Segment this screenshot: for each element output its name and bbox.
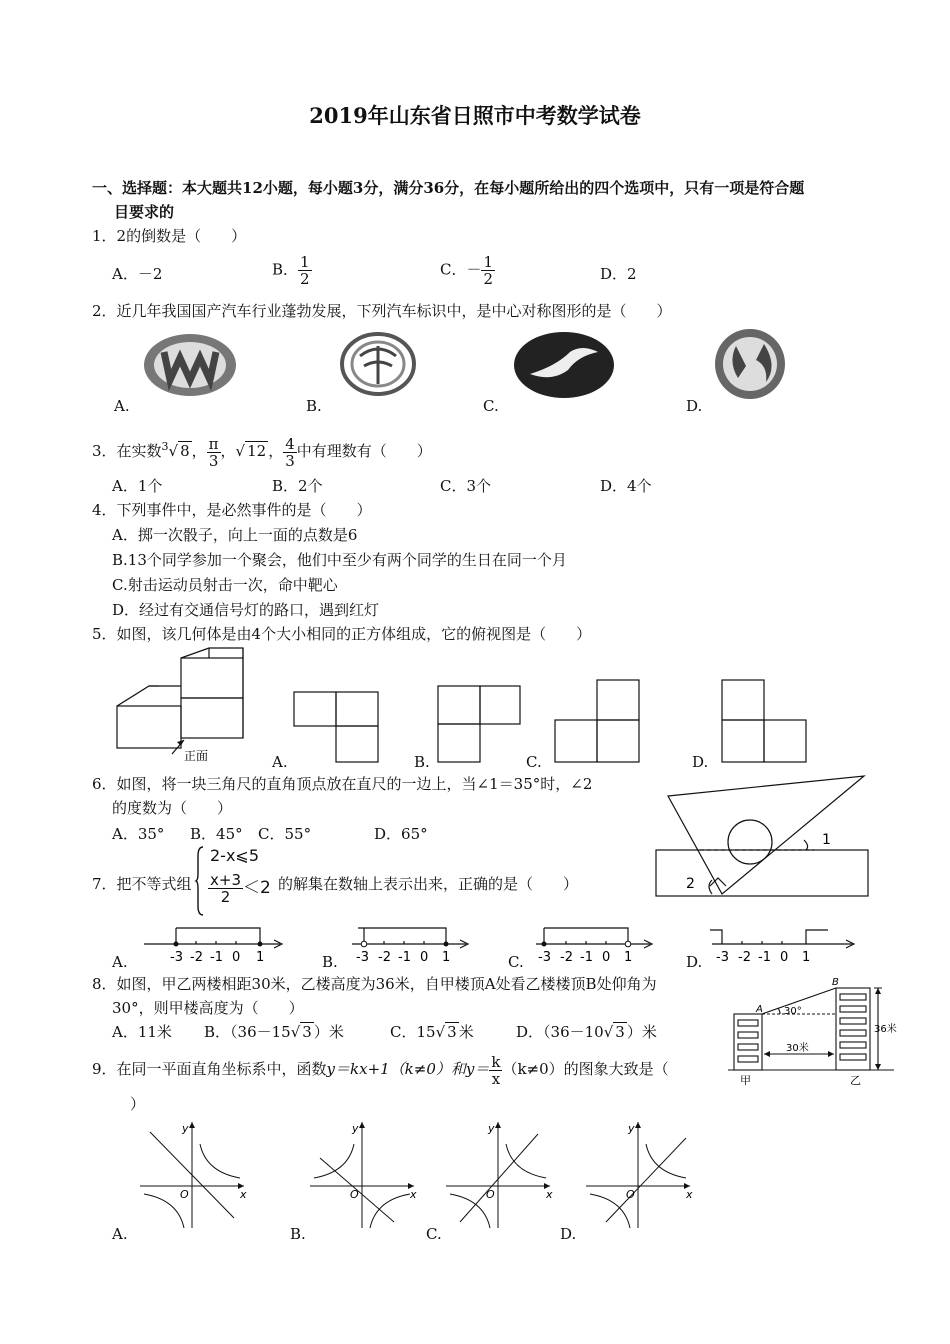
svg-text:O: O	[180, 1188, 189, 1201]
section-heading-line2: 目要求的	[114, 203, 175, 221]
q9-option-a: A.	[112, 1225, 128, 1243]
q6-option-c: C．55°	[258, 825, 312, 843]
svg-text:-3: -3	[716, 950, 729, 965]
svg-text:x: x	[686, 1188, 693, 1201]
svg-text:-1: -1	[398, 950, 411, 965]
svg-text:A: A	[756, 1004, 763, 1015]
q6-stem-line1: 6．如图，将一块三角尺的直角顶点放在直尺的一边上，当∠1＝35°时，∠2	[92, 775, 593, 793]
svg-text:-3: -3	[170, 950, 183, 965]
svg-text:O: O	[486, 1188, 495, 1201]
svg-text:-1: -1	[580, 950, 593, 965]
q1-option-b: B． $\frac{1}{2}$	[272, 253, 310, 288]
svg-text:0: 0	[780, 950, 789, 965]
q8-buildings-figure	[726, 974, 910, 1092]
q6-ruler-triangle-figure	[654, 766, 870, 898]
svg-text:B: B	[832, 977, 839, 988]
q1-stem: 1．2的倒数是（ ）	[92, 227, 247, 245]
q7-option-b: B.	[322, 953, 338, 971]
q9-option-b-graph	[310, 1118, 422, 1230]
page-title: 2019年山东省日照市中考数学试卷	[309, 103, 641, 128]
svg-text:-2: -2	[560, 950, 573, 965]
q9-option-b: B.	[290, 1225, 306, 1243]
q5-option-b: B.	[414, 753, 430, 771]
q2-stem: 2．近几年我国国产汽车行业蓬勃发展，下列汽车标识中，是中心对称图形的是（ ）	[92, 302, 672, 320]
q4-option-a: A．掷一次骰子，向上一面的点数是6	[112, 526, 358, 544]
q5-option-d-figure	[720, 678, 810, 766]
svg-text:-2: -2	[190, 950, 203, 965]
svg-text:y: y	[628, 1122, 635, 1135]
logo-d-icon	[712, 326, 788, 402]
q9-option-a-graph	[140, 1118, 252, 1230]
q7-option-b-numberline	[350, 924, 474, 964]
q4-option-d: D．经过有交通信号灯的路口，遇到红灯	[112, 601, 380, 619]
svg-text:乙: 乙	[850, 1074, 861, 1087]
q2-option-c: C.	[483, 397, 499, 415]
q8-option-a: A．11米	[112, 1023, 172, 1041]
q3-option-b: B．2个	[272, 477, 323, 495]
svg-text:0: 0	[602, 950, 611, 965]
q5-stem: 5．如图，该几何体是由4个大小相同的正方体组成，它的俯视图是（ ）	[92, 625, 592, 643]
q7-brace	[196, 846, 204, 916]
q4-stem: 4．下列事件中，是必然事件的是（ ）	[92, 501, 372, 519]
q5-option-c: C.	[526, 753, 542, 771]
svg-text:x: x	[410, 1188, 417, 1201]
svg-text:0: 0	[420, 950, 429, 965]
q2-option-b: B.	[306, 397, 322, 415]
svg-text:x: x	[546, 1188, 553, 1201]
q7-option-c: C.	[508, 953, 524, 971]
svg-text:O: O	[350, 1188, 359, 1201]
q1-option-d: D．2	[600, 265, 637, 283]
q3-option-d: D．4个	[600, 477, 652, 495]
q7-inequality-1: 2-x⩽5	[210, 846, 260, 865]
q9-option-c: C.	[426, 1225, 442, 1243]
q1-option-c: C．－ $\frac{1}{2}$	[440, 253, 494, 288]
q5-option-d: D.	[692, 753, 709, 771]
q8-option-d: D．（36－10√ 3 ）米	[516, 1023, 657, 1041]
q3-option-a: A．1个	[112, 477, 163, 495]
q4-option-c: C.射击运动员射击一次，命中靶心	[112, 576, 338, 594]
svg-text:x: x	[240, 1188, 247, 1201]
svg-text:30米: 30米	[786, 1043, 809, 1054]
q9-stem: 9．在同一平面直角坐标系中，函数y＝kx+1（k≠0）和y＝ $\frac{k}{x}$ （k≠0）的图象大致是（	[92, 1052, 669, 1088]
logo-a-icon	[140, 330, 240, 400]
svg-text:36米: 36米	[874, 1024, 897, 1035]
q8-option-c: C．15√ 3 米	[390, 1023, 474, 1041]
q7-option-c-numberline	[534, 924, 658, 964]
q5-option-b-figure	[436, 684, 526, 764]
svg-text:-1: -1	[758, 950, 771, 965]
svg-text:1: 1	[822, 832, 831, 848]
q1-option-a: A．－2	[112, 265, 163, 283]
svg-text:0: 0	[232, 950, 241, 965]
svg-text:y: y	[182, 1122, 189, 1135]
q9-option-c-graph	[446, 1118, 558, 1230]
q5-solid-figure	[114, 648, 254, 766]
q7-option-a-numberline	[142, 924, 292, 964]
svg-text:30°: 30°	[784, 1006, 802, 1017]
svg-text:2: 2	[686, 876, 695, 892]
svg-text:-3: -3	[356, 950, 369, 965]
svg-text:-1: -1	[210, 950, 223, 965]
q7-suffix: 的解集在数轴上表示出来，正确的是（ ）	[278, 875, 579, 893]
svg-text:-3: -3	[538, 950, 551, 965]
svg-text:y: y	[352, 1122, 359, 1135]
svg-text:1: 1	[442, 950, 451, 965]
svg-text:O: O	[626, 1188, 635, 1201]
svg-text:1: 1	[256, 950, 265, 965]
q5-option-a-figure	[292, 690, 382, 764]
section-heading-line1: 一、选择题：本大题共12小题，每小题3分，满分36分，在每小题所给出的四个选项中，只有一项是符合题	[92, 179, 805, 197]
svg-text:-2: -2	[378, 950, 391, 965]
q6-option-d: D．65°	[374, 825, 428, 843]
q7-prefix: 7．把不等式组	[92, 875, 192, 893]
q6-option-a: A．35°	[112, 825, 165, 843]
q9-option-d: D.	[560, 1225, 577, 1243]
q7-inequality-2: $\frac{x+3}{2}$ ＜2	[210, 871, 271, 906]
svg-text:正面: 正面	[184, 749, 209, 763]
q5-option-a: A.	[272, 753, 288, 771]
q7-option-a: A.	[112, 953, 128, 971]
logo-b-icon	[338, 328, 418, 398]
svg-text:-2: -2	[738, 950, 751, 965]
q4-option-b: B.13个同学参加一个聚会，他们中至少有两个同学的生日在同一个月	[112, 551, 567, 569]
q5-option-c-figure	[553, 678, 643, 766]
svg-text:1: 1	[802, 950, 811, 965]
svg-text:y: y	[488, 1122, 495, 1135]
q9-stem-close: ）	[130, 1095, 146, 1113]
q3-stem: 3．在实数$^3$√ 8 ， $\frac{\pi}{3}$ ，√ 12 ， $\frac{4}{3}$ 中有理数有（ ）	[92, 434, 432, 470]
svg-text:甲: 甲	[740, 1074, 751, 1087]
q8-stem-line1: 8．如图，甲乙两楼相距30米，乙楼高度为36米，自甲楼顶A处看乙楼楼顶B处仰角为	[92, 975, 657, 993]
q6-option-b: B．45°	[190, 825, 243, 843]
logo-c-icon	[512, 330, 616, 400]
q8-stem-line2: 30°，则甲楼高度为（ ）	[112, 999, 304, 1017]
q2-option-a: A.	[114, 397, 130, 415]
q6-stem-line2: 的度数为（ ）	[112, 799, 233, 817]
q2-option-d: D.	[686, 397, 703, 415]
q8-option-b: B．（36－15√ 3 ）米	[204, 1023, 344, 1041]
q3-option-c: C．3个	[440, 477, 492, 495]
svg-text:1: 1	[624, 950, 633, 965]
q7-option-d: D.	[686, 953, 703, 971]
q7-option-d-numberline	[710, 924, 860, 964]
q9-option-d-graph	[586, 1118, 698, 1230]
